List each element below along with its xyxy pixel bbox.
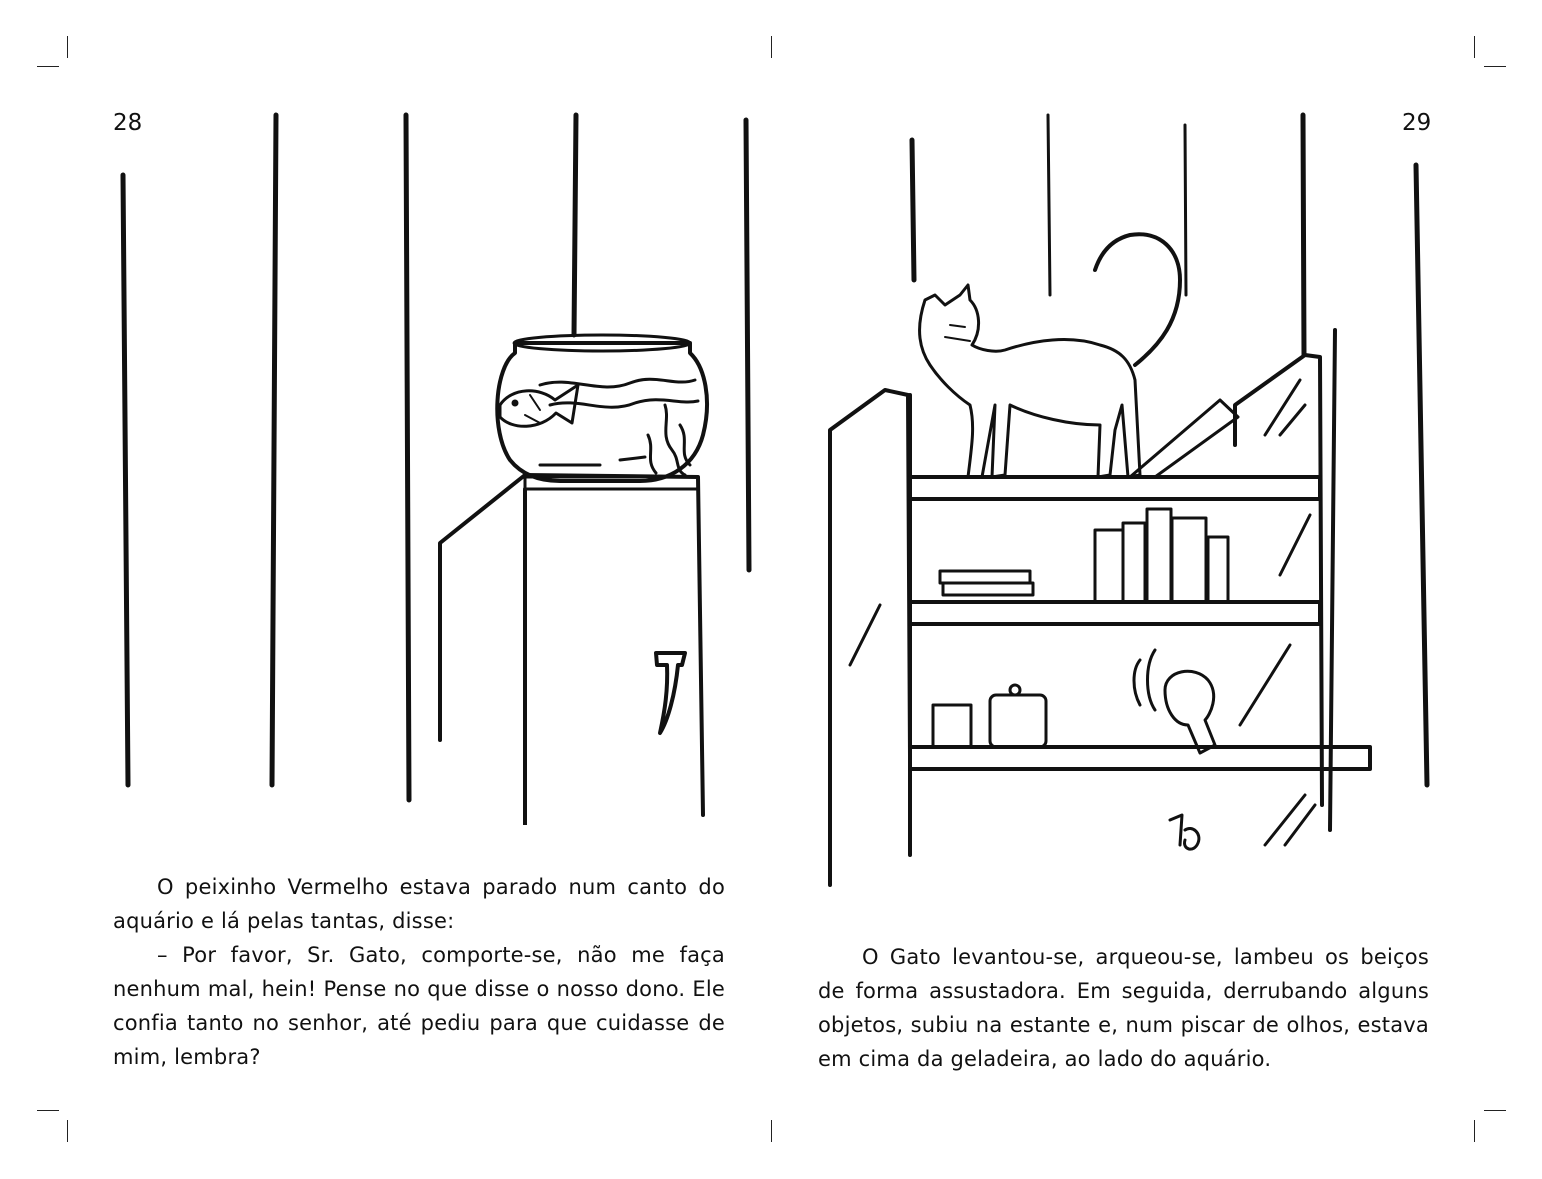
crop-mark-bottom-center [771,1120,772,1142]
fishbowl-illustration [100,105,770,825]
crop-mark-bottom-left-h [37,1110,59,1111]
paragraph-fish-intro: O peixinho Vermelho estava parado num canto do aquário e lá pelas tantas, disse: [113,875,725,933]
paragraph-cat-action: O Gato levantou-se, arqueou-se, lambeu os beiços de forma assustadora. Em seguida, derrubando alguns objetos, subiu na estante e, num piscar de olhos, estava em cima da geladeira, ao lado do aquário. [818,945,1429,1071]
crop-mark-bottom-right-h [1484,1110,1506,1111]
crop-mark-top-left-v [67,36,68,58]
crop-mark-top-right-h [1484,66,1506,67]
crop-mark-bottom-right-v [1474,1120,1475,1142]
right-page-text [818,940,1429,1076]
page-number-left: 28 [113,110,143,136]
crop-mark-top-center [771,36,772,58]
crop-mark-top-left-h [37,66,59,67]
crop-mark-bottom-left-v [67,1120,68,1142]
left-page-text [113,870,725,1074]
crop-mark-top-right-v [1474,36,1475,58]
cat-shelf-illustration [810,105,1440,895]
page-number-right: 29 [1402,110,1432,136]
paragraph-fish-plea: – Por favor, Sr. Gato, comporte-se, não me faça nenhum mal, hein! Pense no que disse o nosso dono. Ele confia tanto no senhor, até pediu para que cuidasse de mim, lembra? [113,943,725,1069]
